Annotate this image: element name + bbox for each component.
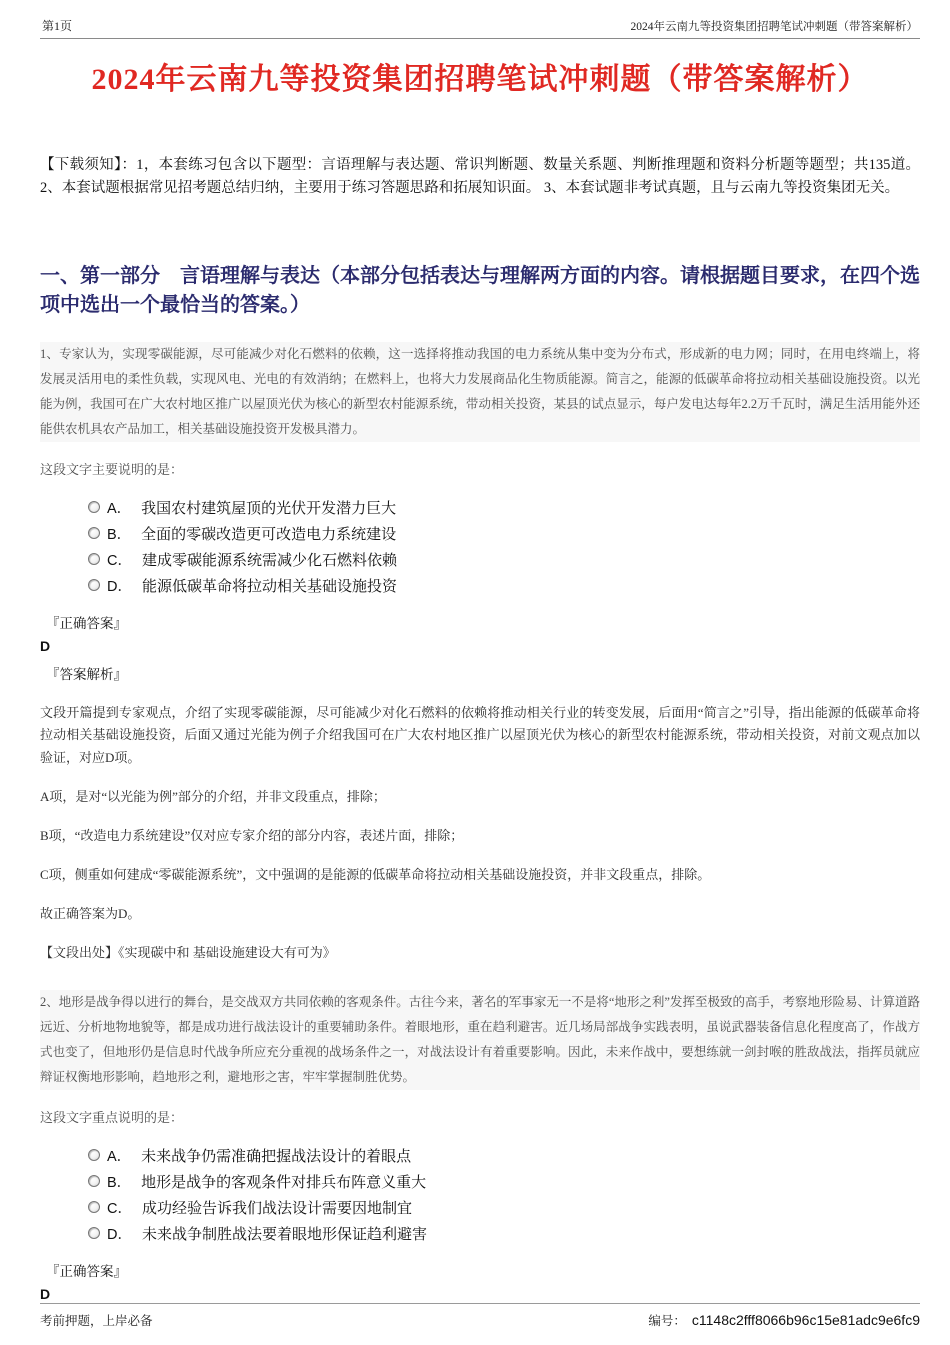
correct-answer-label: 『正确答案』 bbox=[46, 616, 127, 632]
option-row-d[interactable] bbox=[88, 572, 920, 598]
option-row-b[interactable] bbox=[88, 520, 920, 546]
analysis-label: 『答案解析』 bbox=[46, 667, 127, 683]
analysis-paragraph: B项，“改造电力系统建设”仅对应专家介绍的部分内容，表述片面，排除； bbox=[40, 827, 464, 843]
correct-answer-value: D bbox=[40, 638, 51, 655]
option-letter: B． bbox=[107, 1174, 132, 1191]
source-reference: 【文段出处】《实现碳中和 基础设施建设大有可为》 bbox=[40, 945, 336, 961]
running-footer bbox=[40, 1303, 920, 1329]
correct-answer-value: D bbox=[40, 1286, 51, 1303]
analysis-paragraph: A项，是对“以光能为例”部分的介绍，并非文段重点，排除； bbox=[40, 788, 386, 804]
option-text: 我国农村建筑屋顶的光伏开发潜力巨大 bbox=[141, 500, 397, 517]
header-doc-title: 2024年云南九等投资集团招聘笔试冲刺题（带答案解析） bbox=[630, 21, 918, 33]
radio-button[interactable] bbox=[88, 1175, 100, 1187]
option-row-a[interactable] bbox=[88, 494, 920, 520]
option-text: 地形是战争的客观条件对排兵布阵意义重大 bbox=[141, 1174, 427, 1191]
option-text: 成功经验告诉我们战法设计需要因地制宜 bbox=[141, 1200, 412, 1217]
option-text: 全面的零碳改造更可改造电力系统建设 bbox=[141, 526, 397, 543]
option-text: 能源低碳革命将拉动相关基础设施投资 bbox=[141, 578, 397, 595]
running-header bbox=[40, 0, 920, 39]
footer-slogan: 考前押题，上岸必备 bbox=[40, 1314, 153, 1328]
option-text: 未来战争制胜战法要着眼地形保证趋利避害 bbox=[141, 1226, 427, 1243]
option-letter: B． bbox=[107, 526, 132, 543]
radio-button[interactable] bbox=[88, 1227, 100, 1239]
radio-button[interactable] bbox=[88, 501, 100, 513]
option-row-c[interactable] bbox=[88, 546, 920, 572]
download-notice: 【下载须知】：1，本套练习包含以下题型：言语理解与表达题、常识判断题、数量关系题、判断推理题和资料分析题等题型；共135道。2、本套试题根据常见招考题总结归纳，主要用于练习答题思路和拓展知识面。 3、本套试题非考试真题，且与云南九等投资集团无关。 bbox=[40, 157, 920, 197]
option-letter: C． bbox=[107, 552, 132, 569]
analysis-paragraph: 文段开篇提到专家观点，介绍了实现零碳能源，尽可能减少对化石燃料的依赖将推动相关行业的转变发展，后面用“简言之”引导，指出能源的低碳革命将拉动相关基础设施投资，后面又通过光能为例子介绍我国可在广大农村地区推广以屋顶光伏为核心的新型农村能源系统，带动相关投资，对前文观点加以验证，对应D项。 bbox=[40, 705, 920, 765]
radio-button[interactable] bbox=[88, 579, 100, 591]
footer-code-value: c1148c2fff8066b96c15e81adc9e6fc9 bbox=[691, 1312, 920, 1328]
radio-button[interactable] bbox=[88, 1201, 100, 1213]
page-number: 第1页 bbox=[42, 19, 73, 33]
correct-answer-label: 『正确答案』 bbox=[46, 1264, 127, 1280]
page-title: 2024年云南九等投资集团招聘笔试冲刺题（带答案解析） bbox=[91, 63, 869, 96]
options-group bbox=[88, 1142, 920, 1246]
question-prompt: 这段文字重点说明的是： bbox=[40, 1110, 184, 1126]
question-stem: 2、地形是战争得以进行的舞台，是交战双方共同依赖的客观条件。古往今来，著名的军事家无一不是将“地形之利”发挥至极致的高手，考察地形险易、计算道路远近、分析地物地貌等，都是成功进行战法设计的重要辅助条件。着眼地形，重在趋利避害。近几场局部战争实践表明，虽说武器装备信息化程度高了，作战方式也变了，但地形仍是信息时代战争所应充分重视的战场条件之一，对战法设计有着重要影响。因此，未来作战中，要想练就一剑封喉的胜敌战法，指挥员就应辩证权衡地形影响，趋地形之利，避地形之害，牢牢掌握制胜优势。 bbox=[40, 990, 920, 1090]
analysis-paragraph: 故正确答案为D。 bbox=[40, 905, 141, 921]
option-row-c[interactable] bbox=[88, 1194, 920, 1220]
question-block-1 bbox=[40, 342, 920, 964]
analysis-paragraph: C项，侧重如何建成“零碳能源系统”，文中强调的是能源的低碳革命将拉动相关基础设施投资，并非文段重点，排除。 bbox=[40, 866, 711, 882]
option-row-a[interactable] bbox=[88, 1142, 920, 1168]
options-group bbox=[88, 494, 920, 598]
radio-button[interactable] bbox=[88, 553, 100, 565]
option-letter: A． bbox=[107, 500, 132, 517]
option-letter: A． bbox=[107, 1148, 132, 1165]
question-block-2 bbox=[40, 990, 920, 1302]
option-letter: D． bbox=[107, 1226, 132, 1243]
section-heading: 一、第一部分 言语理解与表达（本部分包括表达与理解两方面的内容。请根据题目要求，在四个选项中选出一个最恰当的答案。） bbox=[40, 265, 920, 317]
radio-button[interactable] bbox=[88, 1149, 100, 1161]
option-text: 未来战争仍需准确把握战法设计的着眼点 bbox=[141, 1148, 412, 1165]
option-letter: D． bbox=[107, 578, 132, 595]
option-letter: C． bbox=[107, 1200, 132, 1217]
footer-code-group bbox=[648, 1311, 920, 1329]
question-prompt: 这段文字主要说明的是： bbox=[40, 462, 184, 478]
footer-code-label: 编号： bbox=[648, 1314, 686, 1328]
option-row-b[interactable] bbox=[88, 1168, 920, 1194]
radio-button[interactable] bbox=[88, 527, 100, 539]
question-stem: 1、专家认为，实现零碳能源，尽可能减少对化石燃料的依赖，这一选择将推动我国的电力系统从集中变为分布式，形成新的电力网；同时，在用电终端上，将发展灵活用电的柔性负载，实现风电、光电的有效消纳；在燃料上，也将大力发展商品化生物质能源。简言之，能源的低碳革命将拉动相关基础设施投资。以光能为例，我国可在广大农村地区推广以屋顶光伏为核心的新型农村能源系统，带动相关投资，某县的试点显示，每户发电达每年2.2万千瓦时，满足生活用能外还能供农机具农产品加工，相关基础设施投资开发极具潜力。 bbox=[40, 342, 920, 442]
option-text: 建成零碳能源系统需减少化石燃料依赖 bbox=[141, 552, 397, 569]
option-row-d[interactable] bbox=[88, 1220, 920, 1246]
